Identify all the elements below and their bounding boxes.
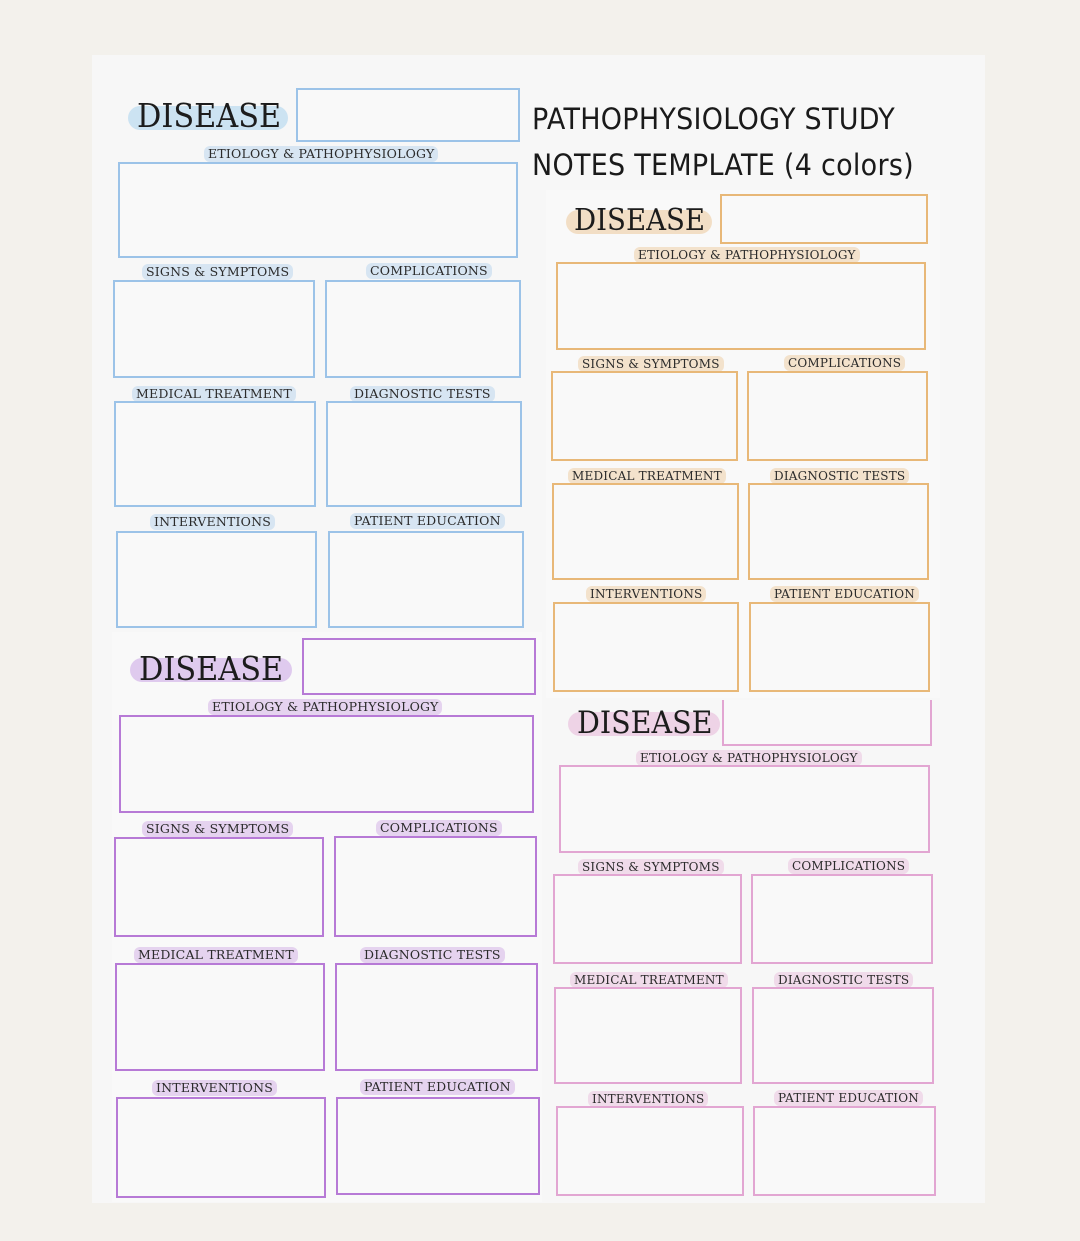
- medical-box[interactable]: [552, 483, 739, 580]
- disease-heading: DISEASE: [137, 96, 282, 135]
- etiology-box[interactable]: [556, 262, 926, 350]
- label-complications: COMPLICATIONS: [376, 820, 502, 836]
- label-education: PATIENT EDUCATION: [770, 586, 919, 602]
- label-education: PATIENT EDUCATION: [360, 1079, 515, 1095]
- etiology-box[interactable]: [119, 715, 534, 813]
- label-diagnostic: DIAGNOSTIC TESTS: [774, 972, 913, 988]
- diagnostic-box[interactable]: [335, 963, 538, 1071]
- disease-name-field[interactable]: [302, 638, 536, 695]
- etiology-box[interactable]: [118, 162, 518, 258]
- label-interventions: INTERVENTIONS: [150, 514, 275, 530]
- label-education: PATIENT EDUCATION: [774, 1090, 923, 1106]
- label-etiology: ETIOLOGY & PATHOPHYSIOLOGY: [634, 247, 860, 263]
- interventions-box[interactable]: [556, 1106, 744, 1196]
- medical-box[interactable]: [114, 401, 316, 507]
- education-box[interactable]: [753, 1106, 936, 1196]
- complications-box[interactable]: [747, 371, 928, 461]
- etiology-box[interactable]: [559, 765, 930, 853]
- page-title: [532, 96, 923, 188]
- disease-name-field[interactable]: [296, 88, 520, 142]
- signs-box[interactable]: [551, 371, 738, 461]
- diagnostic-box[interactable]: [748, 483, 929, 580]
- label-signs: SIGNS & SYMPTOMS: [578, 356, 724, 372]
- medical-box[interactable]: [554, 987, 742, 1084]
- label-signs: SIGNS & SYMPTOMS: [142, 264, 293, 280]
- label-signs: SIGNS & SYMPTOMS: [142, 821, 293, 837]
- interventions-box[interactable]: [116, 531, 317, 628]
- signs-box[interactable]: [553, 874, 742, 964]
- label-interventions: INTERVENTIONS: [588, 1091, 708, 1107]
- diagnostic-box[interactable]: [326, 401, 522, 507]
- label-medical: MEDICAL TREATMENT: [134, 947, 298, 963]
- label-complications: COMPLICATIONS: [788, 858, 909, 874]
- label-diagnostic: DIAGNOSTIC TESTS: [360, 947, 505, 963]
- signs-box[interactable]: [113, 280, 315, 378]
- education-box[interactable]: [749, 602, 930, 692]
- label-diagnostic: DIAGNOSTIC TESTS: [350, 386, 495, 402]
- education-box[interactable]: [328, 531, 524, 628]
- label-interventions: INTERVENTIONS: [152, 1080, 277, 1096]
- complications-box[interactable]: [334, 836, 537, 937]
- disease-heading: DISEASE: [139, 649, 284, 688]
- label-education: PATIENT EDUCATION: [350, 513, 505, 529]
- label-diagnostic: DIAGNOSTIC TESTS: [770, 468, 909, 484]
- interventions-box[interactable]: [553, 602, 739, 692]
- label-signs: SIGNS & SYMPTOMS: [578, 859, 724, 875]
- label-medical: MEDICAL TREATMENT: [132, 386, 296, 402]
- label-medical: MEDICAL TREATMENT: [568, 468, 726, 484]
- label-etiology: ETIOLOGY & PATHOPHYSIOLOGY: [204, 146, 438, 162]
- label-complications: COMPLICATIONS: [784, 355, 905, 371]
- label-etiology: ETIOLOGY & PATHOPHYSIOLOGY: [636, 750, 862, 766]
- education-box[interactable]: [336, 1097, 540, 1195]
- label-etiology: ETIOLOGY & PATHOPHYSIOLOGY: [208, 699, 442, 715]
- disease-name-field[interactable]: [722, 700, 932, 746]
- title-line-2: NOTES TEMPLATE (4 colors): [532, 148, 914, 182]
- disease-heading: DISEASE: [577, 705, 713, 741]
- disease-heading: DISEASE: [574, 203, 706, 238]
- medical-box[interactable]: [115, 963, 325, 1071]
- complications-box[interactable]: [751, 874, 933, 964]
- label-complications: COMPLICATIONS: [366, 263, 492, 279]
- interventions-box[interactable]: [116, 1097, 326, 1198]
- signs-box[interactable]: [114, 837, 324, 937]
- complications-box[interactable]: [325, 280, 521, 378]
- label-interventions: INTERVENTIONS: [586, 586, 706, 602]
- diagnostic-box[interactable]: [752, 987, 934, 1084]
- label-medical: MEDICAL TREATMENT: [570, 972, 728, 988]
- title-line-1: PATHOPHYSIOLOGY STUDY: [532, 102, 896, 136]
- disease-name-field[interactable]: [720, 194, 928, 244]
